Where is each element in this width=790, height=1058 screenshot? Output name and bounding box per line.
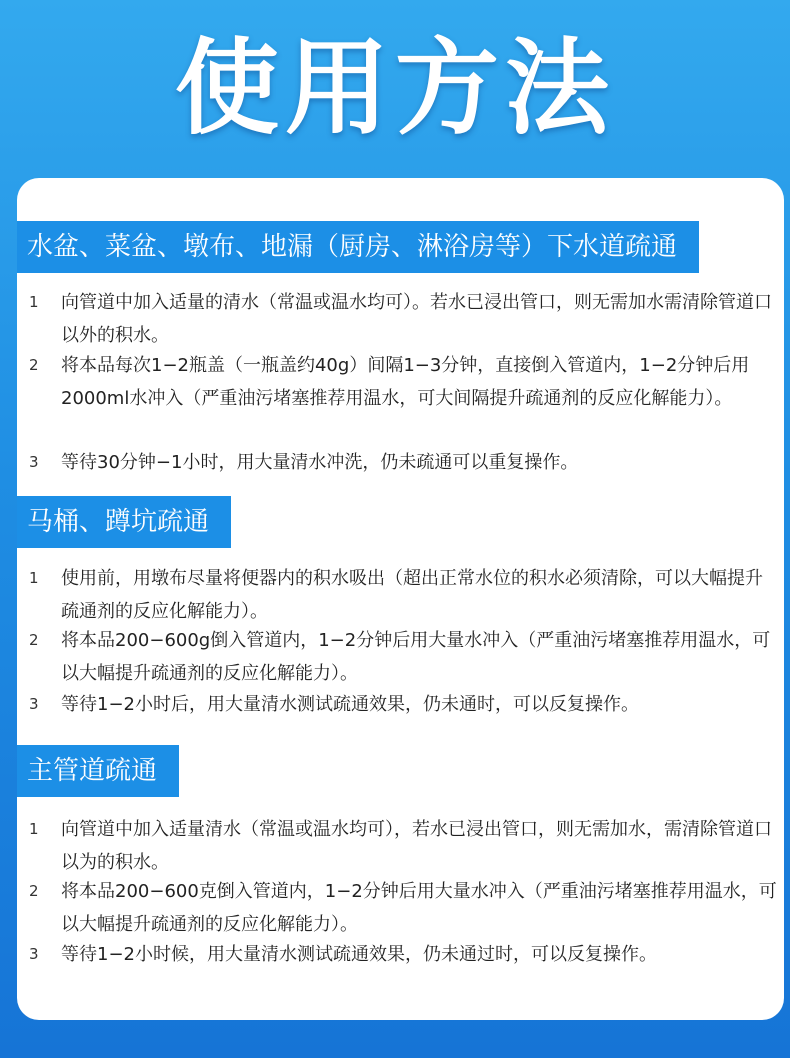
item-text: 等待30分钟−1小时，用大量清水冲洗，仍未疏通可以重复操作。: [61, 452, 579, 473]
item-number: 2: [29, 356, 39, 374]
section-header-toilet: 马桶、蹲坑疏通: [17, 496, 231, 548]
item-number: 1: [29, 569, 39, 587]
page-title: 使用方法: [174, 27, 615, 149]
item-text: 向管道中加入适量清水（常温或温水均可），若水已浸出管口，则无需加水，需清除管道口以为的积水。: [61, 819, 772, 873]
item-text: 将本品200−600克倒入管道内，1−2分钟后用大量水冲入（严重油污堵塞推荐用温水，可以大幅提升疏通剂的反应化解能力）。: [61, 881, 777, 935]
item-number: 3: [29, 695, 39, 713]
item-text: 将本品200−600g倒入管道内，1−2分钟后用大量水冲入（严重油污堵塞推荐用温水，可以大幅提升疏通剂的反应化解能力）。: [61, 630, 771, 684]
section-header-main-pipe: 主管道疏通: [17, 745, 179, 797]
section-header-sink-drain: 水盆、菜盆、墩布、地漏（厨房、淋浴房等）下水道疏通: [17, 221, 699, 273]
item-number: 2: [29, 882, 39, 900]
item-text: 等待1−2小时候，用大量清水测试疏通效果，仍未通过时，可以反复操作。: [61, 944, 657, 965]
item-number: 3: [29, 945, 39, 963]
item-number: 1: [29, 820, 39, 838]
item-number: 3: [29, 453, 39, 471]
item-text: 将本品每次1−2瓶盖（一瓶盖约40g）间隔1−3分钟，直接倒入管道内，1−2分钟后用2000ml水冲入（严重油污堵塞推荐用温水，可大间隔提升疏通剂的反应化解能力）。: [61, 355, 750, 409]
item-text: 向管道中加入适量的清水（常温或温水均可）。若水已浸出管口，则无需加水需清除管道口以外的积水。: [61, 292, 772, 346]
item-number: 2: [29, 631, 39, 649]
item-text: 等待1−2小时后，用大量清水测试疏通效果，仍未通时，可以反复操作。: [61, 694, 639, 715]
item-text: 使用前，用墩布尽量将便器内的积水吸出（超出正常水位的积水必须清除，可以大幅提升疏通剂的反应化解能力）。: [61, 568, 763, 622]
item-number: 1: [29, 293, 39, 311]
